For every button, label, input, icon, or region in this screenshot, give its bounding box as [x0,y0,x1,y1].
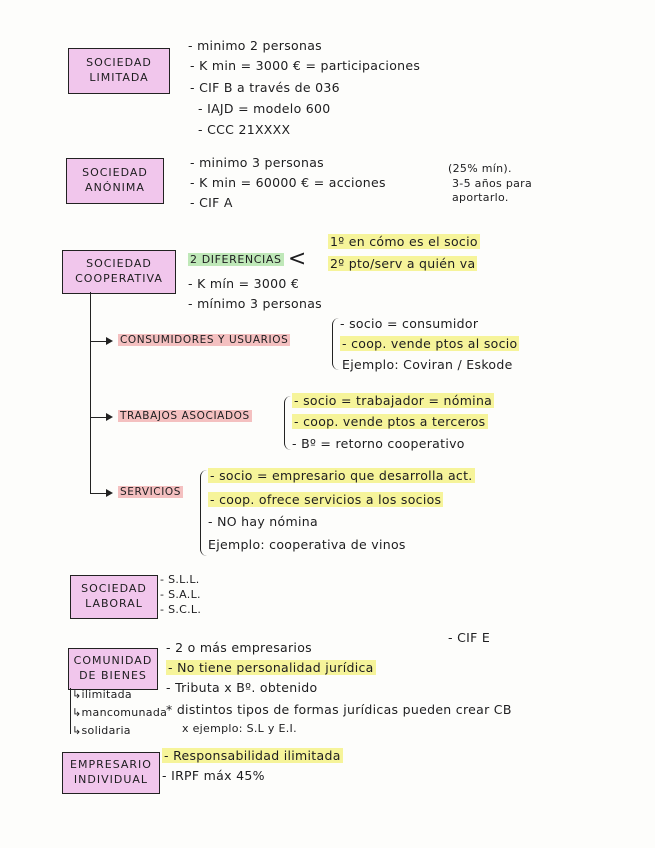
box-title-line1: SOCIEDAD [81,582,147,596]
servicios-item-3-text: - NO hay nómina [208,514,318,529]
bienes-line-2 [166,660,376,675]
diferencia-2-text: 2º pto/serv a quién va [330,256,476,271]
anonima-line-1: - minimo 3 personas [190,155,324,170]
consumidores-item-2 [340,336,519,351]
trabajos-item-1 [292,393,494,408]
cooperativa-line-1: - K mín = 3000 € [188,276,300,291]
bienes-line-5: x ejemplo: S.L y E.I. [182,722,297,735]
responsabilidad-line [70,688,71,734]
anonima-note-2: 3-5 años para [452,177,533,190]
trabajos-item-2 [292,414,488,429]
box-title-line2: ANÓNIMA [85,181,145,194]
box-title-line2: COOPERATIVA [75,272,163,285]
individual-line-1-text: - Responsabilidad ilimitada [164,748,341,763]
anonima-line-3: - CIF A [190,195,233,210]
servicios-item-4: Ejemplo: cooperativa de vinos [208,537,406,552]
limitada-line-4: - IAJD = modelo 600 [198,101,331,116]
consumidores-item-2-text: - coop. vende ptos al socio [342,336,518,351]
limitada-line-2: - K min = 3000 € = participaciones [190,58,421,73]
arrow-3 [106,489,113,497]
limitada-line-3: - CIF B a través de 036 [190,80,340,95]
box-title-line1: EMPRESARIO [70,758,152,772]
resp-solidaria: ↳solidaria [72,724,131,737]
tipo-servicios-label [118,486,183,498]
consumidores-item-3: Ejemplo: Coviran / Eskode [342,357,513,372]
limitada-line-5: - CCC 21XXXX [198,122,291,137]
resp-mancomunada: ↳mancomunada [72,706,168,719]
bienes-line-4: * distintos tipos de formas jurídicas pueden crear CB [166,702,512,717]
diferencias-text: 2 DIFERENCIAS [190,253,282,266]
servicios-item-2 [208,492,443,507]
tipo-servicios-text: SERVICIOS [120,486,182,498]
laboral-line-1: - S.L.L. [160,573,200,586]
resp-solidaria-text: solidaria [81,724,131,737]
servicios-item-1 [208,468,475,483]
laboral-line-3: - S.C.L. [160,603,202,616]
trabajos-item-1-text: - socio = trabajador = nómina [294,393,493,408]
box-title-line1: SOCIEDAD [82,166,148,180]
cooperativa-line-2: - mínimo 3 personas [188,296,322,311]
tipo-trabajos-label [118,410,252,422]
box-title-line2: DE BIENES [79,669,147,682]
box-title-line1: COMUNIDAD [73,654,153,668]
anonima-note-1: (25% mín). [448,162,512,175]
servicios-item-2-text: - coop. ofrece servicios a los socios [210,492,442,507]
tipo-consumidores-label [118,334,290,346]
diferencia-2 [328,256,477,271]
diferencia-1 [328,234,480,249]
individual-line-2: - IRPF máx 45% [162,768,265,783]
diferencias-label [188,246,307,272]
consumidores-item-1: - socio = consumidor [340,316,479,331]
resp-mancomunada-text: mancomunada [81,706,168,719]
empresario-individual-box [62,752,160,794]
sociedad-laboral-box [70,575,158,619]
bienes-line-1: - 2 o más empresarios [166,640,312,655]
brace-servicios [200,470,207,556]
individual-line-1 [162,748,343,763]
bienes-line-2-text: - No tiene personalidad jurídica [168,660,374,675]
less-than-glyph: < [287,246,307,272]
arrow-1 [106,337,113,345]
limitada-line-1: - minimo 2 personas [188,38,322,53]
resp-ilimitada: ↳ilimitada [72,688,132,701]
anonima-note-3: aportarlo. [452,191,509,204]
tipo-consumidores-text: CONSUMIDORES Y USUARIOS [120,334,289,346]
resp-ilimitada-text: ilimitada [81,688,132,701]
box-title-line2: LIMITADA [89,71,149,84]
laboral-line-2: - S.A.L. [160,588,201,601]
sociedad-cooperativa-box [62,250,176,294]
bienes-line-3: - Tributa x Bº. obtenido [166,680,318,695]
box-title-line1: SOCIEDAD [86,56,152,70]
box-title-line2: LABORAL [85,597,143,610]
arrow-2 [106,413,113,421]
tipo-trabajos-text: TRABAJOS ASOCIADOS [120,410,250,422]
brace-consumidores [332,318,339,370]
trabajos-item-2-text: - coop. vende ptos a terceros [294,414,486,429]
servicios-item-1-text: - socio = empresario que desarrolla act. [210,468,473,483]
anonima-line-2: - K min = 60000 € = acciones [190,175,386,190]
brace-trabajos [284,396,291,450]
trabajos-item-3: - Bº = retorno cooperativo [292,436,465,451]
bienes-cif: - CIF E [448,630,491,645]
diferencia-1-text: 1º en cómo es el socio [330,234,478,249]
tree-trunk [90,292,91,494]
sociedad-anonima-box [66,158,164,204]
sociedad-limitada-box [68,48,170,94]
box-title-line1: SOCIEDAD [86,257,152,271]
servicios-item-3 [208,514,318,529]
box-title-line2: INDIVIDUAL [73,773,149,786]
comunidad-bienes-box [68,648,158,690]
